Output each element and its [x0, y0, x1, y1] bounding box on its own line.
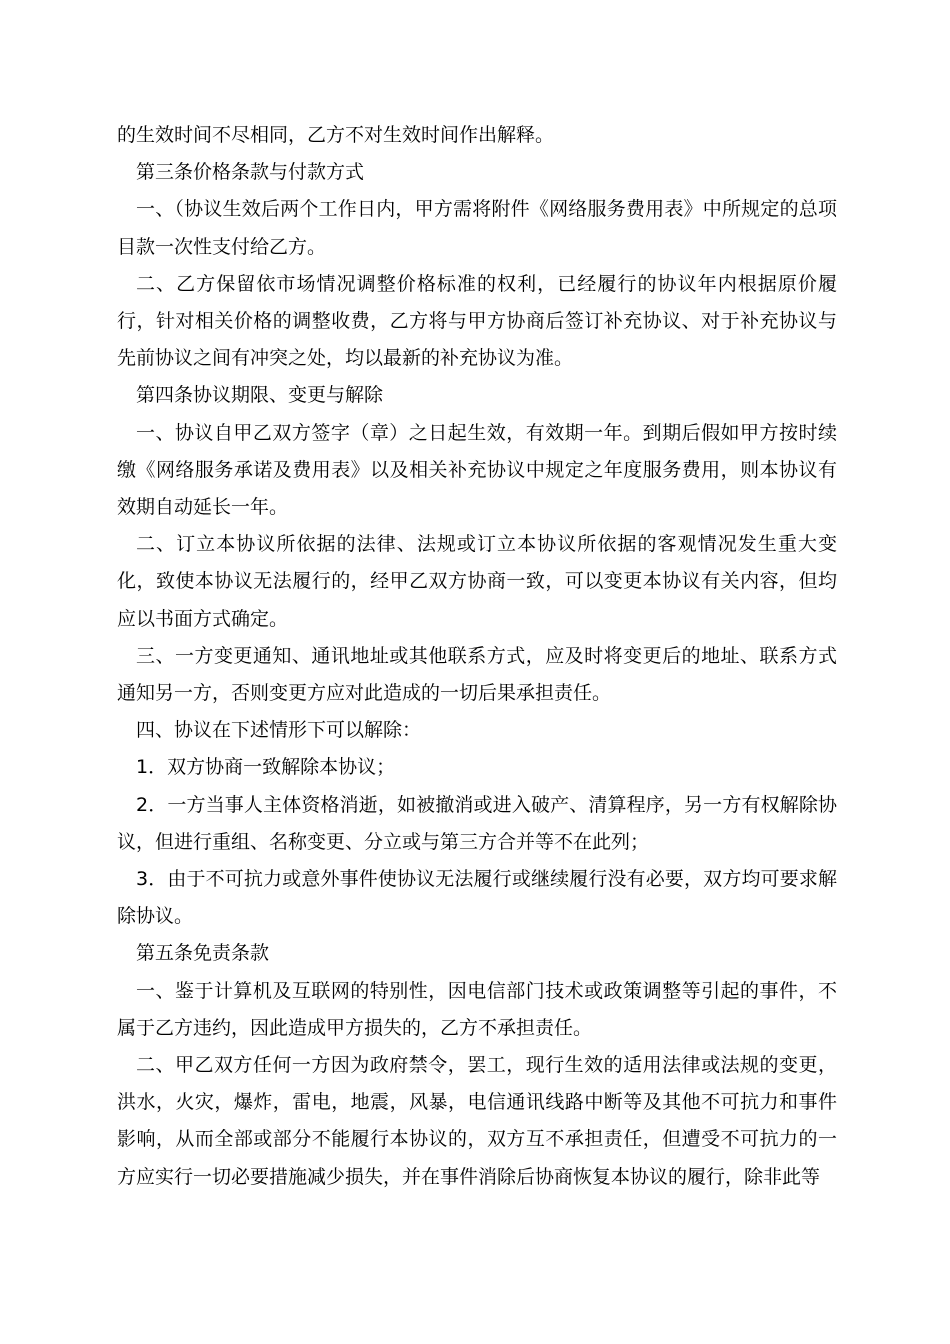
paragraph-continuation: 的生效时间不尽相同，乙方不对生效时间作出解释。 [117, 124, 555, 146]
document-body [117, 117, 837, 1196]
article-4-clause-2: 二、订立本协议所依据的法律、法规或订立本协议所依据的客观情况发生重大变化，致使本协议无法履行的，经甲乙双方协商一致，可以变更本协议有关内容，但均应以书面方式确定。 [117, 533, 837, 630]
article-3-heading: 第三条价格条款与付款方式 [136, 161, 365, 184]
article-4-clause-4-item-3: 3．由于不可抗力或意外事件使协议无法履行或继续履行没有必要，双方均可要求解除协议。 [117, 868, 837, 928]
article-3-clause-2: 二、乙方保留依市场情况调整价格标准的权利，已经履行的协议年内根据原价履行，针对相关价格的调整收费，乙方将与甲方协商后签订补充协议、对于补充协议与先前协议之间有冲突之处，均以最新的补充协议为准。 [117, 272, 837, 370]
article-5-heading: 第五条免责条款 [136, 942, 270, 965]
article-3-clause-1: 一、（协议生效后两个工作日内，甲方需将附件《网络服务费用表》中所规定的总项目款一次性支付给乙方。 [117, 198, 837, 258]
article-4-clause-4: 四、协议在下述情形下可以解除： [136, 719, 422, 742]
article-4-clause-4-item-2: 2．一方当事人主体资格消逝，如被撤消或进入破产、清算程序，另一方有权解除协议，但进行重组、名称变更、分立或与第三方合并等不在此列； [117, 793, 837, 853]
article-4-clause-3: 三、一方变更通知、通讯地址或其他联系方式，应及时将变更后的地址、联系方式通知另一方，否则变更方应对此造成的一切后果承担责任。 [117, 644, 837, 705]
article-5-clause-1: 一、鉴于计算机及互联网的特别性，因电信部门技术或政策调整等引起的事件，不属于乙方违约，因此造成甲方损失的，乙方不承担责任。 [117, 979, 837, 1039]
article-4-clause-1: 一、协议自甲乙双方签字（章）之日起生效，有效期一年。到期后假如甲方按时续缴《网络服务承诺及费用表》以及相关补充协议中规定之年度服务费用，则本协议有效期自动延长一年。 [117, 421, 837, 519]
article-4-clause-4-item-1: 1．双方协商一致解除本协议； [136, 756, 396, 779]
article-4-heading: 第四条协议期限、变更与解除 [136, 384, 384, 407]
article-5-clause-2: 二、甲乙双方任何一方因为政府禁令，罢工，现行生效的适用法律或法规的变更，洪水，火灾，爆炸，雷电，地震，风暴，电信通讯线路中断等及其他不可抗力和事件影响，从而全部或部分不能履行本协议的，双方互不承担责任，但遭受不可抗力的一方应实行一切必要措施减少损失，并在事件消除后协商恢复本协议的履行，除非此等 [117, 1054, 837, 1188]
